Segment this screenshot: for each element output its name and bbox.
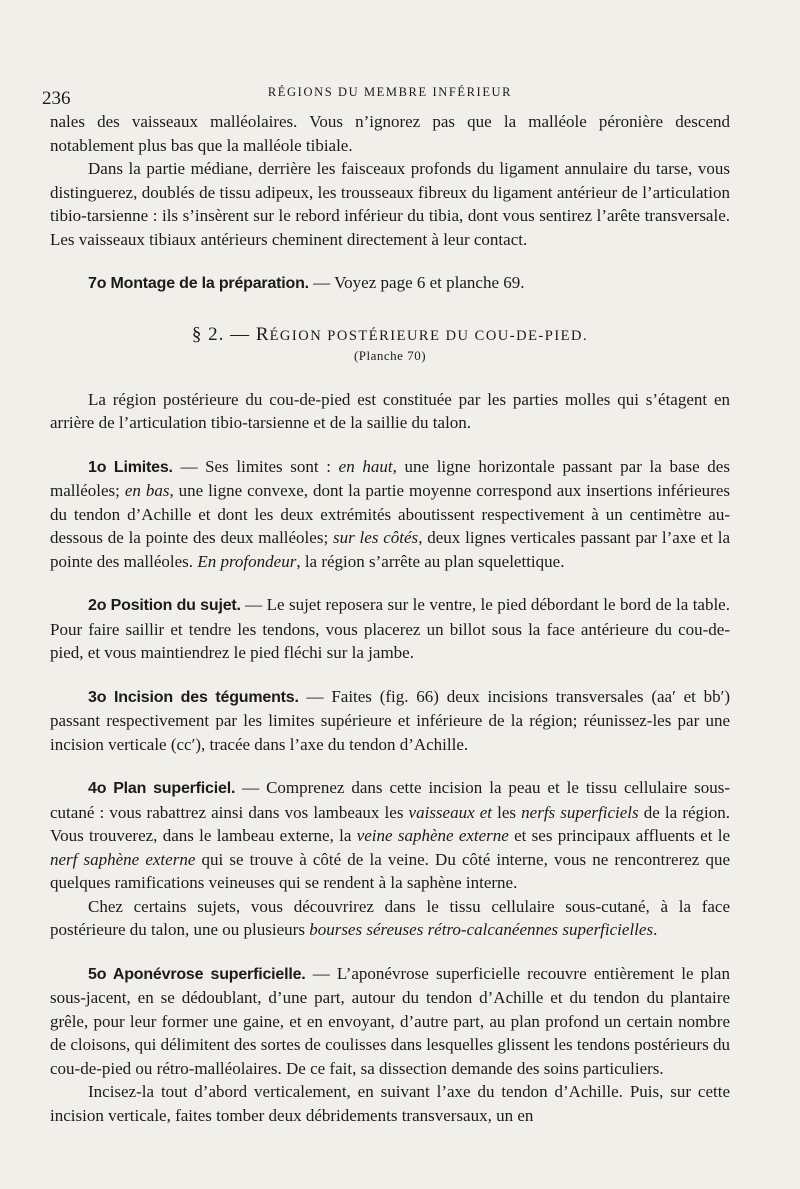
text-plan-a: — Comprenez dans cette incision la peau et le tissu cellulaire sous-cutané : vous rabattrez ainsi dans vos lambeaux les xyxy=(50,778,730,822)
paragraph-aponevrose xyxy=(50,962,730,1081)
text-limites-e: , la région s’arrête au plan squelettique. xyxy=(296,551,565,571)
text-limites-b: , une ligne horizontale passant par la base des malléoles; xyxy=(50,456,730,500)
heading-plan-superficiel: 4o Plan superficiel. xyxy=(88,780,236,797)
paragraph-limites xyxy=(50,455,730,574)
plate-reference: (Planche 70) xyxy=(353,347,427,363)
paragraph-intro: La région postérieure du cou-de-pied est constituée par les parties molles qui s’étagent en arrière de l’articulation tibio-tarsienne et de la saillie du talon. xyxy=(50,389,730,432)
text-incision: — Faites (fig. 66) deux incisions transversales (aa′ et bb′) passant respectivement par les limites supérieure et inférieure de la région; réunissez-les par une incision verticale (cc′), tracée dans l’axe du tendon d’Achille. xyxy=(50,686,730,754)
heading-limites: 1o Limites. xyxy=(88,458,173,476)
text-montage: — Voyez page 6 et planche 69. xyxy=(308,273,525,292)
section-number: § 2. — xyxy=(191,323,256,345)
emphasis-nerf-saphene: nerf saphène externe xyxy=(50,849,196,869)
paragraph-median: Dans la partie médiane, derrière les faisceaux profonds du ligament annulaire du tarse, vous distinguerez, doublés de tissu adipeux, les trousseaux fibreux du ligament antérieur de l’articulation tibio-tarsienne : ils s’insèrent sur le rebord inférieur du tibia, dont vous sentirez l’arête transversale. Les vaisseaux tibiaux antérieurs cheminent directement à leur contact. xyxy=(50,159,730,249)
text-plan-d: et ses principaux affluents et le xyxy=(508,826,730,845)
section-title-cap: R xyxy=(255,323,270,345)
paragraph-continuation: nales des vaisseaux malléolaires. Vous n’ignorez pas que la malléole péronière descend notablement plus bas que la malléole tibiale. xyxy=(50,112,730,155)
heading-montage: 7o Montage de la préparation. xyxy=(88,275,309,292)
emphasis-en-profondeur: En profondeur xyxy=(197,551,297,571)
text-plan-b: les xyxy=(492,802,522,822)
page-number: 236 xyxy=(42,88,71,109)
paragraph-plan-superficiel xyxy=(50,776,730,895)
text-plan-c: de la région. Vous trouverez, dans le lambeau externe, la xyxy=(50,802,730,845)
text-aponevrose: — L’aponévrose superficielle recouvre entièrement le plan sous-jacent, en se dédoublant, d’une part, autour du tendon d’Achille et du tendon du plantaire grêle, pour leur former une gaine, et en envoyant, d’autre part, au plan profond un certain nombre de cloisons, qui délimitent des sortes de coulisses dans lesquelles glissent les tendons postérieurs du cou-de-pied ou rétro-malléolaires. De ce fait, sa dissection demande des soins particuliers. xyxy=(50,963,730,1078)
text-position: — Le sujet reposera sur le ventre, le pied débordant le bord de la table. Pour faire saillir et tendre les tendons, vous placerez un billot sous la face antérieure du cou-de-pied, et vous maintiendrez le pied fléchi sur la jambe. xyxy=(50,595,730,662)
emphasis-vaisseaux: vaisseaux et xyxy=(408,802,493,822)
text-limites-c: , une ligne convexe, dont la partie moyenne correspond aux insertions inférieures du tendon d’Achille et dont les deux extrémités aboutissent respectivement à un centimètre au-dessous de la pointe des deux malléoles; xyxy=(50,481,730,547)
section-title xyxy=(50,324,730,346)
text-limites-a: — Ses limites sont : xyxy=(172,456,339,476)
emphasis-veine-saphene: veine saphène externe xyxy=(356,826,509,845)
section-title-rest: ÉGION POSTÉRIEURE DU COU-DE-PIED. xyxy=(269,327,589,344)
text-chez-b: . xyxy=(653,920,658,939)
heading-aponevrose: 5o Aponévrose superficielle. xyxy=(88,965,306,983)
paragraph-bourses xyxy=(50,895,730,942)
text-limites-d: , deux lignes verticales passant par l’axe et la pointe des malléoles. xyxy=(50,528,731,571)
paragraph-incisez: Incisez-la tout d’abord verticalement, en suivant l’axe du tendon d’Achille. Puis, sur cette incision verticale, faites tomber deux débridements transversaux, un en xyxy=(50,1082,730,1125)
paragraph-position xyxy=(50,593,730,665)
emphasis-en-bas: en bas xyxy=(124,481,170,500)
paragraph-incision xyxy=(50,685,730,757)
text-plan-e: qui se trouve à côté de la veine. Du côté interne, vous ne rencontrerez que quelques ramifications veineuses qui se rendent à la saphène interne. xyxy=(50,849,730,892)
heading-incision: 3o Incision des téguments. xyxy=(88,688,299,706)
emphasis-en-haut: en haut xyxy=(338,456,393,476)
emphasis-nerfs: nerfs superficiels xyxy=(521,802,639,822)
emphasis-bourses: bourses séreuses rétro-calcanéennes superficielles xyxy=(309,920,654,939)
heading-position: 2o Position du sujet. xyxy=(88,597,241,614)
running-head: RÉGIONS DU MEMBRE INFÉRIEUR xyxy=(267,85,513,99)
paragraph-montage xyxy=(50,271,730,296)
page-header xyxy=(42,80,730,110)
text-chez-a: Chez certains sujets, vous découvrirez dans le tissu cellulaire sous-cutané, à la face postérieure du talon, une ou plusieurs xyxy=(50,896,730,939)
emphasis-sur-les-cotes: sur les côtés xyxy=(333,528,419,547)
